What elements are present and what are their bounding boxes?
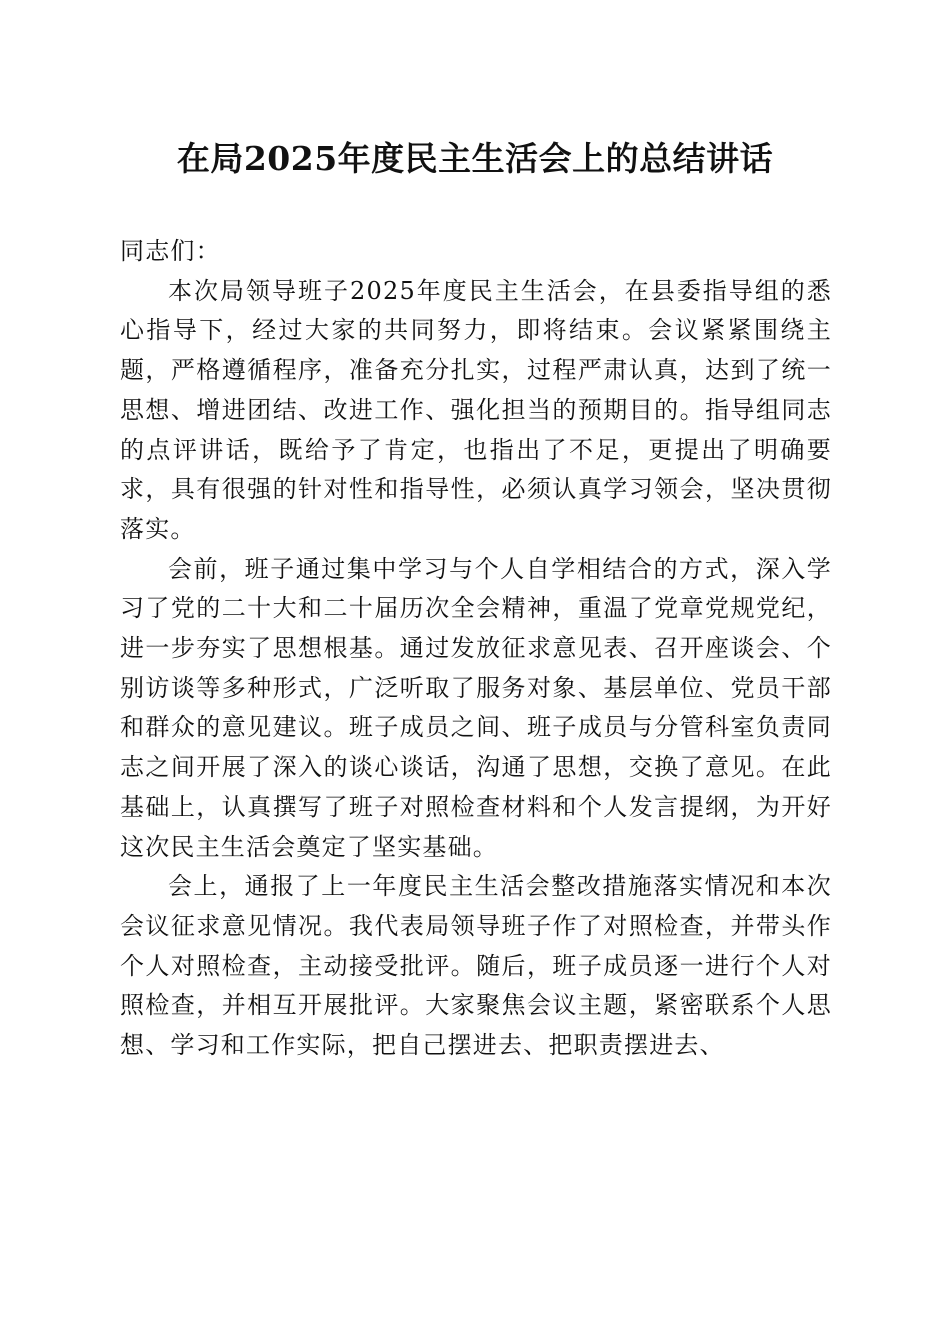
document-body [120,232,832,1066]
paragraph-1: 本次局领导班子2025年度民主生活会，在县委指导组的悉心指导下，经过大家的共同努力，即将结束。会议紧紧围绕主题，严格遵循程序，准备充分扎实，过程严肃认真，达到了统一思想、增进团结、改进工作、强化担当的预期目的。指导组同志的点评讲话，既给予了肯定，也指出了不足，更提出了明确要求，具有很强的针对性和指导性，必须认真学习领会，坚决贯彻落实。 [120,276,832,543]
paragraph-3: 会上，通报了上一年度民主生活会整改措施落实情况和本次会议征求意见情况。我代表局领导班子作了对照检查，并带头作个人对照检查，主动接受批评。随后，班子成员逐一进行个人对照检查，并相互开展批评。大家聚焦会议主题，紧密联系个人思想、学习和工作实际，把自己摆进去、把职责摆进去、 [120,872,832,1060]
paragraph-2: 会前，班子通过集中学习与个人自学相结合的方式，深入学习了党的二十大和二十届历次全会精神，重温了党章党规党纪，进一步夯实了思想根基。通过发放征求意见表、召开座谈会、个别访谈等多种形式，广泛听取了服务对象、基层单位、党员干部和群众的意见建议。班子成员之间、班子成员与分管科室负责同志之间开展了深入的谈心谈话，沟通了思想，交换了意见。在此基础上，认真撰写了班子对照检查材料和个人发言提纲，为开好这次民主生活会奠定了坚实基础。 [120,554,832,861]
document-title: 在局2025年度民主生活会上的总结讲话 [176,139,774,178]
salutation: 同志们： [120,237,221,265]
